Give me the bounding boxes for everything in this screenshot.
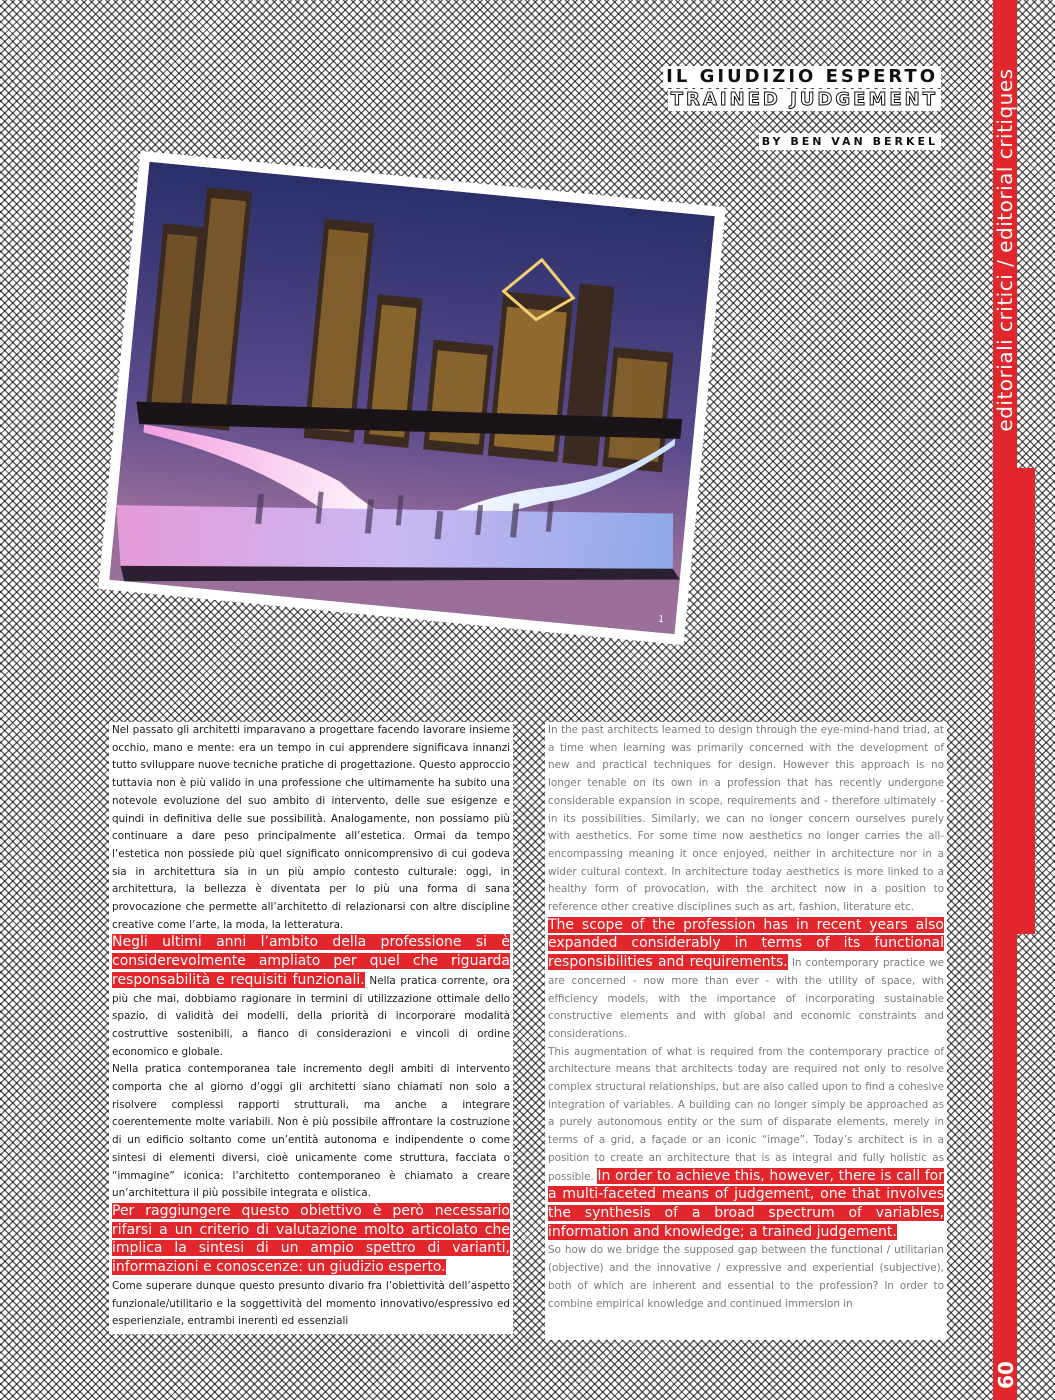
english-highlight: The scope of the profession has in recent years also expanded considerably in terms of its functional responsibilities and requirements. [548,916,944,971]
italian-highlight: Per raggiungere questo obiettivo è però necessario rifarsi a un criterio di valutazione molto articolato che implica la sintesi di un ampio spettro di varianti, informazioni e conoscenze: un giudizio esperto. [112,1202,510,1276]
english-paragraph [548,917,944,1044]
title-italian: IL GIUDIZIO ESPERTO [663,66,941,88]
english-paragraph: In the past architects learned to design through the eye-mind-hand triad, at a time when learning was primarily concerned with the development of new and practical techniques for design. However this approach is no longer tenable on its own in a profession that has recently undergone considerable expansion in scope, requirements and - therefore ultimately - in its possibilities. Similarly, we can no longer concern ourselves purely with aesthetics. For some time now aesthetics no longer carries the all-encompassing meaning it once enjoyed, neither in architecture nor in a wider cultural context. In architecture today aesthetics is more linked to a healthy form of provocation, with the architect now in a position to reference other creative disciplines such as art, fashion, literature etc. [548,724,944,914]
italian-paragraph [112,1203,510,1278]
title-block [663,66,941,111]
pavilion-photo [98,151,725,645]
english-highlight: In order to achieve this, however, there is call for a multi-faceted means of judgement, one that involves the synthesis of a broad spectrum of variables, information and knowledge; a trained judgement. [548,1167,944,1240]
title-english: TRAINED JUDGEMENT [668,89,941,111]
italian-highlight: Negli ultimi anni l’ambito della professione si è considerevolmente ampliato per quel che riguarda responsabilità e requisiti funzionali. [112,934,510,988]
italian-paragraph-text: Nella pratica corrente, ora più che mai, dobbiamo ragionare in termini di utilizzazione ottimale dello spazio, di validità dei modelli, della priorità di incorporare modalità costruttive sostenibili, a fianco di considerazioni e vincoli di ordine economico e globale. [112,974,511,1058]
english-text-column [545,722,947,1340]
english-paragraph-text: This augmentation of what is required from the contemporary practice of architecture means that architects today are required not only to resolve complex structural relationships, but are also called upon to find a cohesive integration of variables. A building can no longer simply be approached as a purely autonomous entity or the sum of disparate elements, merely in terms of a grid, a façade or an iconic “image”. Today’s architect is in a position to create an architecture that is as integral and fully holistic as possible. [548,1045,944,1183]
italian-paragraph: Nel passato gli architetti imparavano a progettare facendo lavorare insieme occhio, mano e mente: era un tempo in cui apprendere significava innanzi tutto sviluppare nuove tecniche pratiche di progettazione. Questo approccio tuttavia non è più valido in una professione che ultimamente ha subito una notevole evoluzione del suo ambito di intervento, delle sue esigenze e quindi in definitiva delle sue possibilità. Analogamente, non possiamo più continuare a dare peso principalmente all’estetica. Ormai da tempo l’estetica non possiede più quel significato onnicomprensivo di cui godeva sia in architettura sia in un più ampio contesto culturale: oggi, in architettura, la bellezza è diventata per lo più una forma di sana provocazione che permette all’architetto di relazionarsi con altre discipline creative come l’arte, la moda, la letteratura. [112,724,510,931]
english-paragraph: So how do we bridge the supposed gap between the functional / utilitarian (objective) and the innovative / expressive and experiential (subjective), both of which are inherent and essential to the profession? In order to combine empirical knowledge and continued immersion in [548,1244,944,1310]
night-pavilion-image [109,162,715,635]
page-number: 09 [993,1361,1017,1389]
english-paragraph-text: In contemporary practice we are concerned - now more than ever - with the utility of space, with efficiency models, with the importance of incorporating sustainable constructive elements and with global and economic constraints and considerations. [548,957,945,1040]
author-byline: BY BEN VAN BERKEL [759,133,941,150]
italian-paragraph: Nella pratica contemporanea tale incremento degli ambiti di intervento comporta che al giorno d’oggi gli architetti siano chiamati non solo a risolvere complessi rapporti strutturali, ma anche a integrare coerentemente molte variabili. Non è più possibile affrontare la costruzione di un edificio soltanto come un’entità autonoma e indipendente o come sintesi di elementi diversi, cioè unicamente come struttura, facciata o “immagine” iconica: l’architetto contemporaneo è chiamato a creare un’architettura il più possibile integrata e olistica. [112,1063,510,1200]
english-paragraph [548,1044,944,1243]
italian-paragraph: Come superare dunque questo presunto divario fra l’obiettività dell’aspetto funzionale/utilitario e la soggettività del momento innovativo/espressivo ed esperienziale, entrambi inerenti ed essenziali [112,1279,510,1328]
italian-paragraph [112,934,510,1061]
photo-caption-number: 1 [657,614,665,626]
section-tag: editoriali critici / editorial critiques [993,68,1017,432]
side-red-bar-accent [1017,468,1035,934]
italian-text-column [109,722,513,1334]
